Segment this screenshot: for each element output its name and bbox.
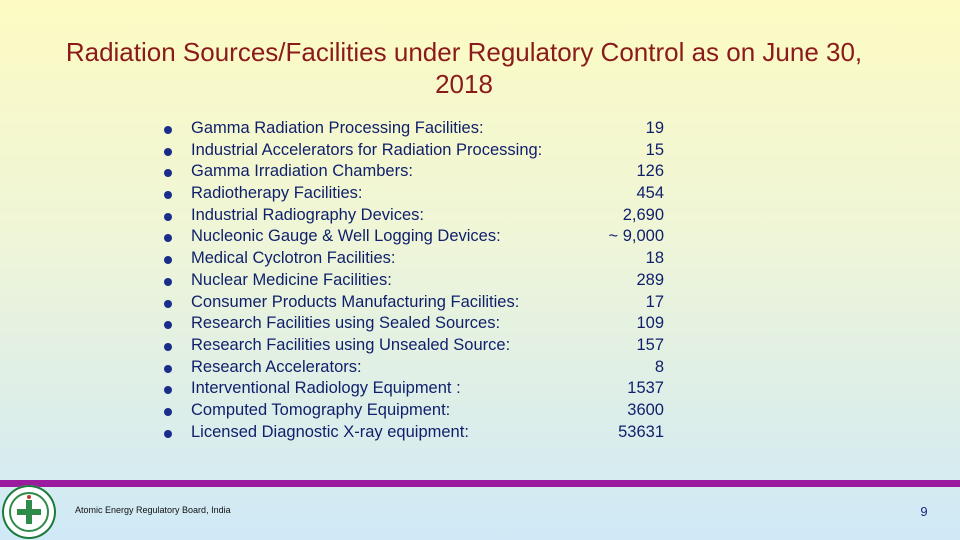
item-value: 8 (654, 357, 664, 376)
emblem-dot (27, 495, 31, 499)
list-item (160, 270, 680, 292)
list-item (160, 422, 680, 444)
bullet-icon (164, 300, 172, 308)
item-value: 454 (636, 184, 664, 203)
bullet-icon (164, 386, 172, 394)
item-label: Computed Tomography Equipment: (191, 400, 451, 419)
list-item (160, 248, 680, 270)
bullet-icon (164, 213, 172, 221)
item-label: Consumer Products Manufacturing Facilities: (191, 292, 520, 311)
footer-organization: Atomic Energy Regulatory Board, India (75, 505, 231, 515)
bullet-icon (164, 343, 172, 351)
page-number: 9 (920, 504, 928, 519)
list-item (160, 118, 680, 140)
item-label: Research Facilities using Unsealed Source: (191, 335, 511, 354)
item-value: 157 (636, 335, 664, 354)
item-label: Nuclear Medicine Facilities: (191, 270, 392, 289)
item-value: 126 (636, 162, 664, 181)
item-label: Industrial Accelerators for Radiation Processing: (191, 140, 543, 159)
item-label: Nucleonic Gauge & Well Logging Devices: (191, 227, 501, 246)
bullet-icon (164, 169, 172, 177)
item-value: 289 (636, 270, 664, 289)
bullet-icon (164, 278, 172, 286)
bullet-icon (164, 126, 172, 134)
item-label: Medical Cyclotron Facilities: (191, 249, 396, 268)
list-item (160, 205, 680, 227)
item-label: Gamma Irradiation Chambers: (191, 162, 413, 181)
list-item (160, 140, 680, 162)
list-item (160, 357, 680, 379)
list-item (160, 400, 680, 422)
item-label: Gamma Radiation Processing Facilities: (191, 119, 484, 137)
slide-title: Radiation Sources/Facilities under Regulatory Control as on June 30, 2018 (65, 37, 863, 99)
bullet-icon (164, 408, 172, 416)
item-label: Research Facilities using Sealed Sources: (191, 314, 501, 333)
item-value: 17 (645, 292, 664, 311)
item-label: Research Accelerators: (191, 357, 362, 376)
aerb-emblem-icon (2, 485, 56, 539)
item-value: 18 (645, 249, 664, 268)
item-value: 1537 (627, 379, 664, 398)
bullet-icon (164, 148, 172, 156)
item-value: 19 (645, 119, 664, 137)
item-value: 2,690 (622, 205, 664, 224)
item-value: 15 (645, 140, 664, 159)
item-value: 53631 (618, 422, 664, 441)
list-item (160, 378, 680, 400)
bullet-icon (164, 365, 172, 373)
list-item (160, 226, 680, 248)
item-value: ~ 9,000 (608, 227, 664, 246)
bullet-icon (164, 234, 172, 242)
list-item (160, 292, 680, 314)
item-value: 3600 (627, 400, 664, 419)
item-label: Radiotherapy Facilities: (191, 184, 363, 203)
bullet-icon (164, 430, 172, 438)
emblem-cross-horizontal (17, 509, 41, 515)
list-item (160, 161, 680, 183)
bullet-icon (164, 321, 172, 329)
facilities-list (160, 118, 680, 443)
footer-divider-bar (0, 480, 960, 487)
list-item (160, 335, 680, 357)
item-label: Interventional Radiology Equipment : (191, 379, 461, 398)
list-item (160, 183, 680, 205)
item-value: 109 (636, 314, 664, 333)
list-item (160, 313, 680, 335)
item-label: Industrial Radiography Devices: (191, 205, 424, 224)
bullet-icon (164, 191, 172, 199)
bullet-icon (164, 256, 172, 264)
item-label: Licensed Diagnostic X-ray equipment: (191, 422, 469, 441)
